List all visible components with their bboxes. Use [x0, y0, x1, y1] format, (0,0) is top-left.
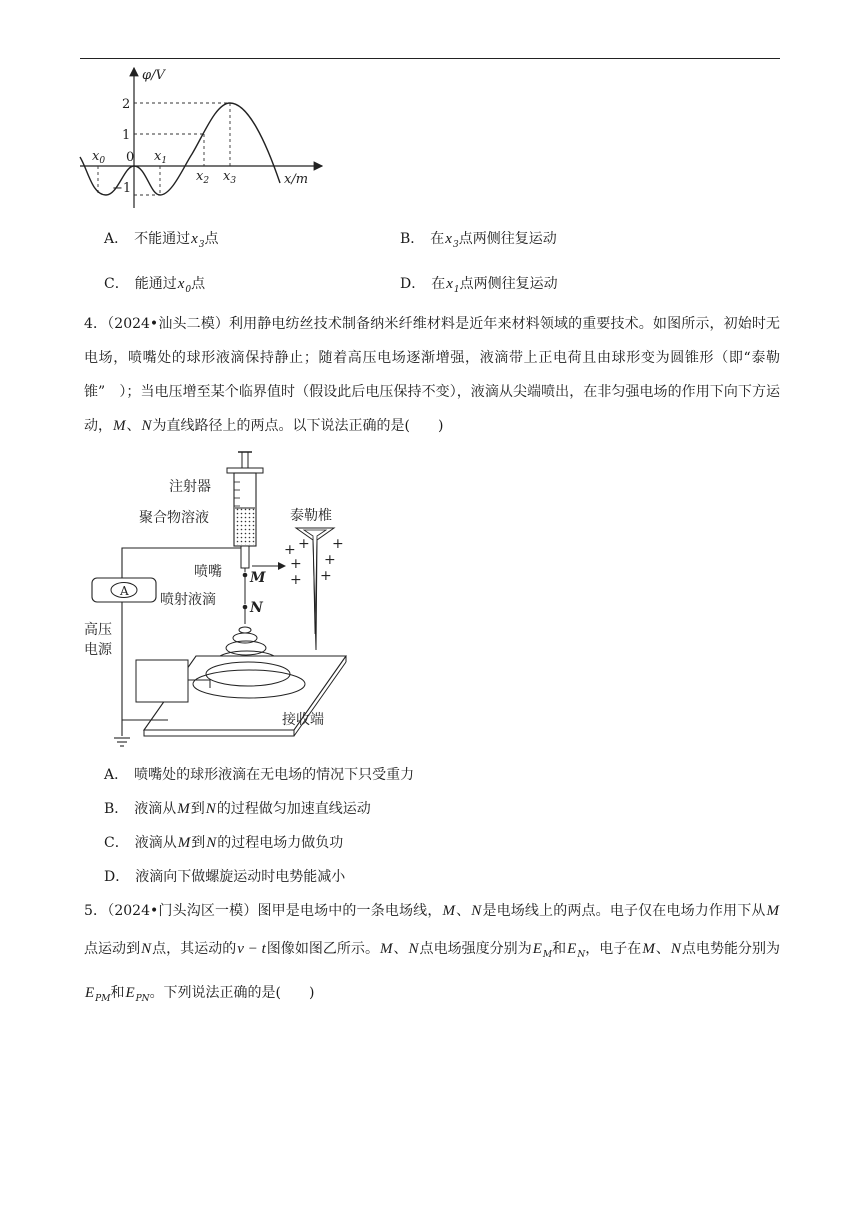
svg-text:+: + [298, 536, 310, 552]
q4-option-c[interactable]: C． 液滴从M到N的过程电场力做负功 [104, 835, 344, 851]
plunger-cap [227, 468, 263, 473]
potential-graph [76, 62, 336, 214]
label-collector: 接收端 [282, 712, 324, 728]
potential-curve [80, 103, 280, 195]
y-axis-label: φ/V [142, 68, 165, 83]
svg-text:x2: $x_2$ [196, 169, 210, 186]
q5-source: （2024•门头沟区一模） [107, 903, 258, 919]
label-syringe: 注射器 [169, 479, 211, 495]
q3-option-b[interactable]: B． 在$x_3$点两侧往复运动 [400, 231, 557, 250]
label-jet: 喷射液滴 [160, 592, 216, 608]
label-n: N [250, 600, 263, 616]
q4-stem: 4．（2024•汕头二模）利用静电纺丝技术制备纳米纤维材料是近年来材料领域的重要技术。如图所示，初始时无电场，喷嘴处的球形液滴保持静止；随着高压电场逐渐增强，液滴带上正电荷且由球形变为圆锥形（即“泰勒锥” ）；当电压增至某个临界值时（假设此后电压保持不变），液滴从尖端喷出，在非匀强电场的作用下向下方运动，M、N为直线路径上的两点。以下说法正确的是( ) [84, 316, 780, 434]
svg-text:+: + [324, 552, 336, 568]
svg-text:+: + [290, 572, 302, 588]
label-solution: 聚合物溶液 [139, 510, 209, 526]
collector-box [136, 660, 188, 702]
point-m [243, 573, 248, 578]
point-n [243, 605, 248, 610]
electrospinning-diagram [84, 444, 384, 754]
label-m: M [250, 570, 266, 586]
polymer-solution [235, 508, 255, 545]
svg-text:x0: $x_0$ [92, 149, 106, 166]
q4-option-b[interactable]: B． 液滴从M到N的过程做匀加速直线运动 [104, 801, 371, 817]
svg-text:A: A [120, 584, 129, 598]
y-tick-2: 2 [122, 97, 131, 112]
q3-option-c[interactable]: C． 能通过$x_0$点 [104, 276, 206, 295]
y-tick-1: 1 [122, 128, 131, 143]
svg-text:+: + [284, 542, 296, 558]
q4-option-a[interactable]: A． 喷嘴处的球形液滴在无电场的情况下只受重力 [104, 767, 415, 783]
plunger-rod [242, 452, 248, 468]
svg-text:x3: $x_3$ [223, 169, 237, 186]
origin-label: 0 [126, 150, 135, 165]
q5-number: 5． [84, 903, 108, 919]
svg-text:+: + [332, 536, 344, 552]
q5-stem: 5．（2024•门头沟区一模）图甲是电场中的一条电场线，M、N是电场线上的两点。电子仅在电场力作用下从M点运动到N点，其运动的v − t图像如图乙所示。M、N点电场强度分别为$E_M$和$E_N$，电子在M、N点电势能分别为$E_{PM}$和$E_{PN}$。下列说法正确的是( ) [84, 903, 781, 1004]
q4-option-d[interactable]: D． 液滴向下做螺旋运动时电势能减小 [104, 869, 346, 885]
q4-source: （2024•汕头二模） [107, 316, 229, 332]
q3-option-a[interactable]: A． 不能通过$x_3$点 [104, 231, 219, 250]
label-taylor-cone: 泰勒椎 [290, 508, 332, 524]
label-nozzle: 喷嘴 [194, 564, 222, 580]
x-axis-label: x/m [284, 172, 309, 187]
q3-option-d[interactable]: D． 在$x_1$点两侧往复运动 [400, 276, 558, 295]
q4-number: 4． [84, 316, 108, 332]
label-hv-2: 电源 [84, 642, 112, 658]
header-rule [80, 58, 780, 59]
nozzle [241, 546, 249, 568]
y-tick-minus-1: −1 [112, 181, 132, 196]
svg-text:x1: $x_1$ [154, 149, 168, 166]
label-hv-1: 高压 [84, 622, 112, 638]
svg-text:+: + [290, 556, 302, 572]
svg-text:+: + [320, 568, 332, 584]
